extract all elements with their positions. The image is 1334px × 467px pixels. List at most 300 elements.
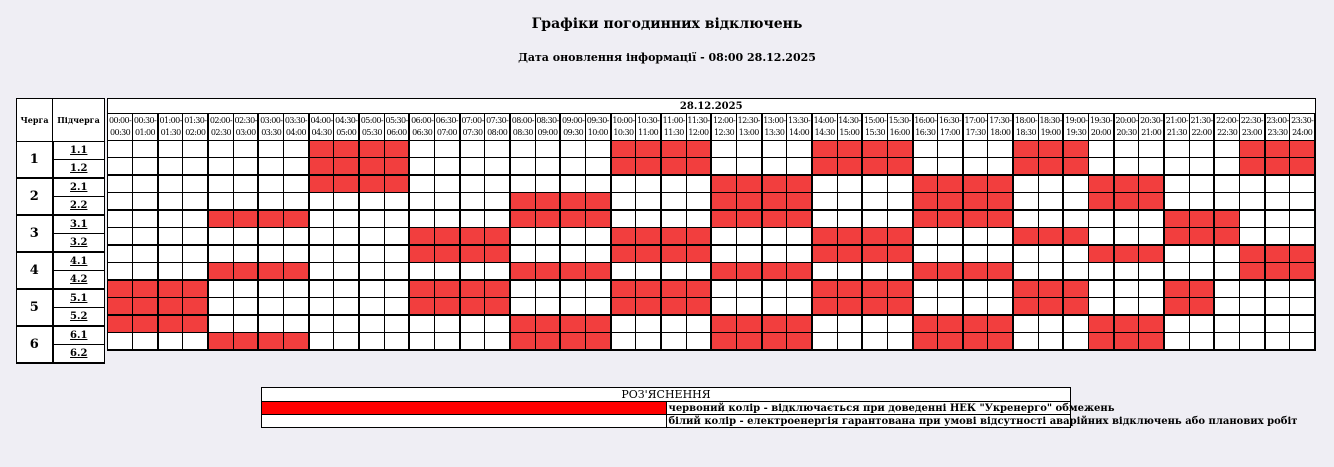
power-cell bbox=[133, 141, 158, 158]
power-cell bbox=[334, 315, 359, 333]
outage-cell bbox=[1063, 158, 1088, 176]
power-cell bbox=[1013, 175, 1038, 193]
power-cell bbox=[1189, 175, 1214, 193]
outage-cell bbox=[938, 315, 963, 333]
outage-cell bbox=[787, 263, 812, 281]
power-cell bbox=[585, 280, 610, 298]
time-slot-end: 23:00 bbox=[1241, 128, 1262, 137]
time-slot-header bbox=[736, 114, 761, 141]
outage-cell bbox=[560, 210, 585, 228]
power-cell bbox=[963, 141, 988, 158]
outage-cell bbox=[409, 280, 434, 298]
time-slot-start: 16:00- bbox=[914, 116, 937, 125]
outage-cell bbox=[686, 141, 711, 158]
outage-cell bbox=[1290, 158, 1315, 176]
outage-cell bbox=[1290, 141, 1315, 158]
power-cell bbox=[1139, 210, 1164, 228]
outage-cell bbox=[1265, 141, 1290, 158]
power-cell bbox=[837, 315, 862, 333]
power-cell bbox=[510, 175, 535, 193]
power-cell bbox=[963, 280, 988, 298]
outage-cell bbox=[913, 315, 938, 333]
time-slot-end: 11:30 bbox=[663, 128, 684, 137]
legend-text-white: білий колір - електроенергія гарантована при умові відсутності аварійних відключень або планових робіт bbox=[666, 415, 1071, 428]
outage-cell bbox=[535, 263, 560, 281]
power-cell bbox=[1189, 263, 1214, 281]
outage-cell bbox=[108, 280, 133, 298]
outage-cell bbox=[535, 193, 560, 211]
time-slot-start: 22:00- bbox=[1216, 116, 1239, 125]
time-slot-end: 04:30 bbox=[311, 128, 332, 137]
power-cell bbox=[233, 280, 258, 298]
outage-cell bbox=[1139, 245, 1164, 263]
power-cell bbox=[535, 175, 560, 193]
power-cell bbox=[1089, 298, 1114, 316]
outage-cell bbox=[913, 193, 938, 211]
outage-cell bbox=[233, 210, 258, 228]
power-cell bbox=[258, 315, 283, 333]
time-slot-end: 21:00 bbox=[1141, 128, 1162, 137]
outage-cell bbox=[535, 333, 560, 351]
power-cell bbox=[1265, 193, 1290, 211]
outage-cell bbox=[233, 333, 258, 351]
outage-cell bbox=[384, 175, 409, 193]
outage-cell bbox=[787, 315, 812, 333]
outage-cell bbox=[661, 158, 686, 176]
power-cell bbox=[133, 158, 158, 176]
power-cell bbox=[1164, 263, 1189, 281]
power-cell bbox=[284, 141, 309, 158]
outage-cell bbox=[435, 228, 460, 246]
subqueue-column-header: Підчерга bbox=[53, 99, 105, 142]
outage-cell bbox=[862, 245, 887, 263]
power-cell bbox=[1089, 141, 1114, 158]
time-slot-header bbox=[1240, 114, 1265, 141]
power-cell bbox=[887, 193, 912, 211]
time-slot-end: 22:30 bbox=[1217, 128, 1238, 137]
power-cell bbox=[585, 141, 610, 158]
outage-cell bbox=[1089, 175, 1114, 193]
power-cell bbox=[133, 333, 158, 351]
power-cell bbox=[334, 210, 359, 228]
outage-cell bbox=[435, 298, 460, 316]
time-slot-end: 05:30 bbox=[361, 128, 382, 137]
power-cell bbox=[435, 158, 460, 176]
power-cell bbox=[359, 263, 384, 281]
outage-cell bbox=[736, 175, 761, 193]
power-cell bbox=[1139, 263, 1164, 281]
outage-cell bbox=[611, 298, 636, 316]
power-cell bbox=[233, 175, 258, 193]
power-cell bbox=[862, 333, 887, 351]
power-cell bbox=[158, 210, 183, 228]
time-slot-end: 12:30 bbox=[714, 128, 735, 137]
outage-cell bbox=[1114, 333, 1139, 351]
outage-cell bbox=[460, 228, 485, 246]
outage-cell bbox=[1139, 315, 1164, 333]
power-cell bbox=[460, 158, 485, 176]
power-cell bbox=[1139, 298, 1164, 316]
outage-cell bbox=[560, 333, 585, 351]
outage-cell bbox=[862, 298, 887, 316]
power-cell bbox=[208, 158, 233, 176]
power-cell bbox=[158, 263, 183, 281]
power-cell bbox=[435, 263, 460, 281]
outage-cell bbox=[1063, 280, 1088, 298]
outage-cell bbox=[560, 193, 585, 211]
power-cell bbox=[384, 228, 409, 246]
time-slot-end: 03:00 bbox=[235, 128, 256, 137]
power-cell bbox=[309, 228, 334, 246]
time-slot-header bbox=[435, 114, 460, 141]
outage-cell bbox=[384, 158, 409, 176]
queue-label: 3 bbox=[17, 215, 53, 252]
outage-cell bbox=[1189, 298, 1214, 316]
power-cell bbox=[435, 141, 460, 158]
power-cell bbox=[1214, 333, 1239, 351]
time-slot-header bbox=[636, 114, 661, 141]
outage-cell bbox=[1164, 298, 1189, 316]
power-cell bbox=[636, 193, 661, 211]
time-slot-end: 10:00 bbox=[587, 128, 608, 137]
outage-cell bbox=[183, 298, 208, 316]
power-cell bbox=[560, 158, 585, 176]
outage-cell bbox=[1189, 228, 1214, 246]
schedule-row bbox=[108, 228, 1316, 246]
time-slot-start: 11:00- bbox=[662, 116, 685, 125]
power-cell bbox=[510, 245, 535, 263]
power-cell bbox=[208, 228, 233, 246]
subqueue-label: 6.1 bbox=[53, 326, 105, 345]
power-cell bbox=[334, 228, 359, 246]
power-cell bbox=[661, 193, 686, 211]
subqueue-label: 6.2 bbox=[53, 345, 105, 364]
outage-cell bbox=[837, 245, 862, 263]
power-cell bbox=[1038, 175, 1063, 193]
power-cell bbox=[585, 158, 610, 176]
power-cell bbox=[108, 228, 133, 246]
outage-cell bbox=[711, 333, 736, 351]
power-cell bbox=[384, 298, 409, 316]
power-cell bbox=[812, 263, 837, 281]
power-cell bbox=[862, 315, 887, 333]
time-slot-header bbox=[334, 114, 359, 141]
power-cell bbox=[636, 175, 661, 193]
power-cell bbox=[485, 175, 510, 193]
time-slot-header bbox=[1164, 114, 1189, 141]
outage-cell bbox=[762, 333, 787, 351]
power-cell bbox=[359, 280, 384, 298]
power-cell bbox=[183, 158, 208, 176]
outage-cell bbox=[133, 280, 158, 298]
outage-cell bbox=[1063, 298, 1088, 316]
power-cell bbox=[108, 333, 133, 351]
power-cell bbox=[435, 193, 460, 211]
time-slot-end: 15:00 bbox=[839, 128, 860, 137]
power-cell bbox=[233, 228, 258, 246]
power-cell bbox=[1063, 333, 1088, 351]
power-cell bbox=[535, 280, 560, 298]
outage-cell bbox=[636, 228, 661, 246]
outage-cell bbox=[359, 158, 384, 176]
outage-cell bbox=[887, 228, 912, 246]
power-cell bbox=[183, 210, 208, 228]
time-slot-end: 21:30 bbox=[1166, 128, 1187, 137]
power-cell bbox=[233, 158, 258, 176]
power-cell bbox=[183, 193, 208, 211]
time-slot-start: 22:30- bbox=[1240, 116, 1263, 125]
time-slot-end: 13:00 bbox=[738, 128, 759, 137]
legend-swatch-white bbox=[262, 415, 667, 428]
outage-cell bbox=[460, 245, 485, 263]
outage-cell bbox=[636, 280, 661, 298]
power-cell bbox=[1114, 141, 1139, 158]
time-slot-end: 14:00 bbox=[789, 128, 810, 137]
time-slot-header bbox=[208, 114, 233, 141]
power-cell bbox=[1240, 333, 1265, 351]
power-cell bbox=[560, 245, 585, 263]
power-cell bbox=[711, 245, 736, 263]
power-cell bbox=[334, 245, 359, 263]
outage-cell bbox=[887, 141, 912, 158]
outage-cell bbox=[636, 245, 661, 263]
power-cell bbox=[913, 280, 938, 298]
outage-cell bbox=[686, 158, 711, 176]
outage-cell bbox=[535, 210, 560, 228]
power-cell bbox=[208, 141, 233, 158]
outage-cell bbox=[1189, 280, 1214, 298]
power-cell bbox=[1114, 228, 1139, 246]
outage-cell bbox=[485, 228, 510, 246]
power-cell bbox=[258, 245, 283, 263]
power-cell bbox=[887, 315, 912, 333]
time-slot-header bbox=[1038, 114, 1063, 141]
schedule-row bbox=[108, 210, 1316, 228]
schedule-row bbox=[108, 141, 1316, 158]
power-cell bbox=[661, 315, 686, 333]
time-slot-start: 04:00- bbox=[310, 116, 333, 125]
power-cell bbox=[1189, 315, 1214, 333]
power-cell bbox=[938, 245, 963, 263]
power-cell bbox=[258, 228, 283, 246]
power-cell bbox=[1214, 175, 1239, 193]
power-cell bbox=[334, 193, 359, 211]
outage-cell bbox=[887, 245, 912, 263]
outage-cell bbox=[837, 280, 862, 298]
outage-cell bbox=[711, 210, 736, 228]
power-cell bbox=[812, 210, 837, 228]
schedule-row bbox=[108, 280, 1316, 298]
power-cell bbox=[812, 315, 837, 333]
outage-cell bbox=[988, 333, 1013, 351]
time-slot-start: 11:30- bbox=[687, 116, 710, 125]
subqueue-label: 5.1 bbox=[53, 289, 105, 308]
power-cell bbox=[1114, 280, 1139, 298]
legend-swatch-red bbox=[262, 402, 667, 415]
power-cell bbox=[309, 315, 334, 333]
time-slot-start: 01:30- bbox=[184, 116, 207, 125]
time-slot-header bbox=[585, 114, 610, 141]
power-cell bbox=[535, 245, 560, 263]
outage-cell bbox=[837, 158, 862, 176]
power-cell bbox=[158, 193, 183, 211]
power-cell bbox=[1214, 158, 1239, 176]
time-slot-start: 08:30- bbox=[536, 116, 559, 125]
power-cell bbox=[1114, 158, 1139, 176]
outage-cell bbox=[611, 245, 636, 263]
subqueue-label: 3.2 bbox=[53, 234, 105, 253]
power-cell bbox=[309, 210, 334, 228]
outage-cell bbox=[510, 315, 535, 333]
power-cell bbox=[736, 280, 761, 298]
outage-cell bbox=[661, 141, 686, 158]
legend-table bbox=[261, 387, 1298, 428]
power-cell bbox=[233, 315, 258, 333]
power-cell bbox=[963, 245, 988, 263]
time-slot-start: 00:00- bbox=[108, 116, 132, 125]
outage-cell bbox=[812, 141, 837, 158]
time-slot-header bbox=[560, 114, 585, 141]
time-slot-header bbox=[1214, 114, 1239, 141]
time-slot-start: 04:30- bbox=[335, 116, 358, 125]
power-cell bbox=[435, 315, 460, 333]
outage-cell bbox=[736, 210, 761, 228]
power-cell bbox=[384, 245, 409, 263]
queue-label: 6 bbox=[17, 326, 53, 363]
time-slot-header bbox=[862, 114, 887, 141]
time-slot-start: 05:30- bbox=[385, 116, 408, 125]
power-cell bbox=[1189, 158, 1214, 176]
outage-cell bbox=[208, 333, 233, 351]
outage-cell bbox=[762, 315, 787, 333]
time-slot-header bbox=[1189, 114, 1214, 141]
power-cell bbox=[1089, 263, 1114, 281]
power-cell bbox=[1089, 228, 1114, 246]
time-slot-start: 03:00- bbox=[260, 116, 283, 125]
power-cell bbox=[636, 263, 661, 281]
power-cell bbox=[233, 245, 258, 263]
outage-cell bbox=[359, 175, 384, 193]
outage-cell bbox=[812, 158, 837, 176]
time-slot-start: 16:30- bbox=[938, 116, 962, 125]
outage-cell bbox=[762, 193, 787, 211]
power-cell bbox=[1265, 298, 1290, 316]
power-cell bbox=[1265, 333, 1290, 351]
outage-cell bbox=[1013, 228, 1038, 246]
power-cell bbox=[686, 315, 711, 333]
time-slot-header bbox=[158, 114, 183, 141]
power-cell bbox=[460, 210, 485, 228]
power-cell bbox=[183, 141, 208, 158]
time-slot-end: 17:30 bbox=[965, 128, 986, 137]
outage-cell bbox=[938, 193, 963, 211]
time-slot-header bbox=[1290, 114, 1315, 141]
outage-cell bbox=[711, 175, 736, 193]
time-slot-header bbox=[485, 114, 510, 141]
power-cell bbox=[510, 298, 535, 316]
outage-cell bbox=[787, 210, 812, 228]
power-cell bbox=[1214, 263, 1239, 281]
outage-cell bbox=[837, 228, 862, 246]
power-cell bbox=[359, 210, 384, 228]
time-slot-start: 02:30- bbox=[234, 116, 257, 125]
outage-cell bbox=[913, 333, 938, 351]
legend-text-red: червоний колір - відключається при доведенні НЕК "Укренерго" обмежень bbox=[666, 402, 1071, 415]
time-slot-start: 15:00- bbox=[863, 116, 887, 125]
outage-cell bbox=[1290, 245, 1315, 263]
outage-cell bbox=[711, 263, 736, 281]
power-cell bbox=[1214, 141, 1239, 158]
power-cell bbox=[133, 228, 158, 246]
power-cell bbox=[359, 245, 384, 263]
outage-cell bbox=[258, 333, 283, 351]
time-slot-end: 02:30 bbox=[210, 128, 231, 137]
outage-cell bbox=[409, 298, 434, 316]
power-cell bbox=[963, 158, 988, 176]
outage-cell bbox=[1164, 280, 1189, 298]
power-cell bbox=[158, 141, 183, 158]
outage-cell bbox=[1164, 228, 1189, 246]
time-slot-header bbox=[1114, 114, 1139, 141]
power-cell bbox=[409, 158, 434, 176]
outage-cell bbox=[585, 263, 610, 281]
power-cell bbox=[409, 193, 434, 211]
outage-cell bbox=[435, 280, 460, 298]
power-cell bbox=[158, 158, 183, 176]
power-cell bbox=[183, 245, 208, 263]
power-cell bbox=[1290, 193, 1315, 211]
power-cell bbox=[913, 298, 938, 316]
time-slot-start: 17:00- bbox=[964, 116, 987, 125]
time-slot-header bbox=[1265, 114, 1290, 141]
time-slot-start: 18:00- bbox=[1014, 116, 1038, 125]
power-cell bbox=[208, 298, 233, 316]
power-cell bbox=[887, 263, 912, 281]
power-cell bbox=[812, 333, 837, 351]
time-slot-header bbox=[611, 114, 636, 141]
power-cell bbox=[837, 193, 862, 211]
time-slot-start: 12:00- bbox=[712, 116, 736, 125]
time-slot-header bbox=[887, 114, 912, 141]
time-slot-end: 17:00 bbox=[939, 128, 961, 137]
queue-label: 4 bbox=[17, 252, 53, 289]
outage-cell bbox=[938, 210, 963, 228]
power-cell bbox=[1038, 263, 1063, 281]
power-cell bbox=[913, 228, 938, 246]
outage-cell bbox=[334, 175, 359, 193]
time-slot-end: 06:00 bbox=[386, 128, 407, 137]
power-cell bbox=[611, 193, 636, 211]
outage-cell bbox=[158, 280, 183, 298]
time-slot-end: 09:00 bbox=[537, 128, 558, 137]
time-slot-end: 24:00 bbox=[1292, 128, 1313, 137]
outage-cell bbox=[1214, 228, 1239, 246]
outage-cell bbox=[158, 315, 183, 333]
time-slot-end: 08:00 bbox=[487, 128, 508, 137]
power-cell bbox=[762, 228, 787, 246]
outage-cell bbox=[1139, 175, 1164, 193]
outage-cell bbox=[1013, 280, 1038, 298]
power-cell bbox=[258, 193, 283, 211]
outage-cell bbox=[1164, 210, 1189, 228]
power-cell bbox=[661, 175, 686, 193]
power-cell bbox=[611, 315, 636, 333]
outage-cell bbox=[1089, 333, 1114, 351]
power-cell bbox=[108, 175, 133, 193]
power-cell bbox=[284, 228, 309, 246]
power-cell bbox=[686, 193, 711, 211]
power-cell bbox=[938, 141, 963, 158]
